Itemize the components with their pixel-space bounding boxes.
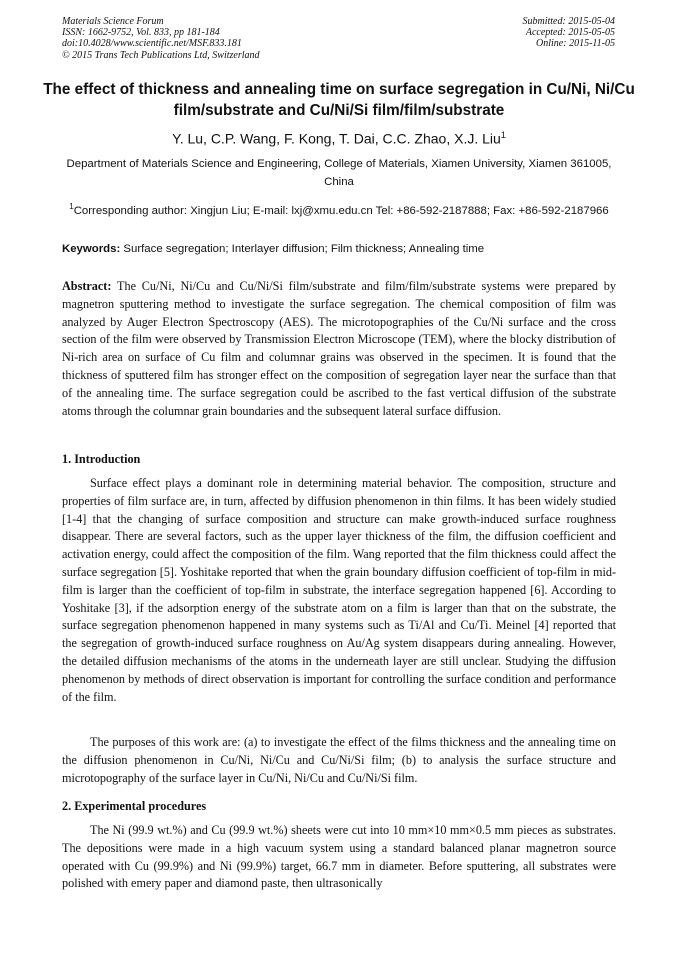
accepted-date: Accepted: 2015-05-05 <box>525 27 615 39</box>
authors-superscript: 1 <box>500 130 506 140</box>
introduction-paragraph-2: The purposes of this work are: (a) to investigate the effect of the films thickness and the annealing time on the diffusion phenomenon in Cu/Ni, Ni/Cu and Cu/Ni/Si film; (b) to analysis the surface structure and microtopography of the surface layer in Cu/Ni, Ni/Cu and Cu/Ni/Si film. <box>62 735 616 785</box>
corresponding-text: Corresponding author: Xingjun Liu; E-mail: lxj@xmu.edu.cn Tel: +86-592-2187888; Fax: +86-592-2187966 <box>73 204 609 217</box>
section-heading-experimental: 2. Experimental procedures <box>62 799 207 813</box>
experimental-paragraph-1: The Ni (99.9 wt.%) and Cu (99.9 wt.%) sheets were cut into 10 mm×10 mm×0.5 mm pieces as substrates. The depositions were made in a high vacuum system using a standard balanced planar magnetron source operated with Cu (99.9%) and Ni (99.9%) target, 66.7 mm in diameter. Before sputtering, all substrates were polished with emery paper and diamond paste, then ultrasonically <box>62 823 616 891</box>
abstract-label: Abstract: <box>62 279 112 293</box>
keywords-label: Keywords: <box>62 243 121 255</box>
abstract-text: The Cu/Ni, Ni/Cu and Cu/Ni/Si film/substrate and film/film/substrate systems were prepared by magnetron sputtering method to investigate the surface segregation. The chemical composition of film was analyzed by Auger Electron Spectroscopy (AES). The microtopographies of the Cu/Ni surface and the cross section of the film were observed by Transmission Electron Microscope (TEM), where the blocky distribution of Ni-rich area on surface of Cu film and columnar grains was observed in the specimen. It is found that the thickness of sputtered film has stronger effect on the composition of segregation layer near the surface than that of the annealing time. The surface segregation could be ascribed to the fast vertical diffusion of the substrate atoms through the columnar grain boundaries and the subsequent lateral surface diffusion. <box>62 279 616 418</box>
submitted-date: Submitted: 2015-05-04 <box>522 16 615 27</box>
corresponding-superscript: 1 <box>69 202 74 211</box>
introduction-paragraph-1: Surface effect plays a dominant role in determining material behavior. The composition, structure and properties of film surface are, in turn, affected by diffusion phenomenon in thin films. It has been widely studied [1-4] that the changing of surface composition and structure can make growth-induced surface roughness disappear. There are several factors, such as the upper layer thickness of the film, the diffusion coefficient and activation energy, could affect the composition of the film. Wang reported that the film thickness could affect the surface segregation [5]. Yoshitake reported that when the grain boundary diffusion coefficient of top-film in mid-film is larger than the coefficient of top-film in substrate, the interface segregation happened [6]. According to Yoshitake [3], if the adsorption energy of the substrate atom on a film is larger than that on the substrate, the surface segregation phenomenon happened in many systems such as Ti/Al and Cu/Ti. Meinel [4] reported that the segregation of growth-induced surface roughness on Au/Ag system disappears during annealing. However, the detailed diffusion mechanisms of the atoms in the underneath layer are still unclear. Studying the diffusion phenomenon by methods of direct observation is important for controlling the surface condition and performance of the film. <box>62 476 616 704</box>
online-date: Online: 2015-11-05 <box>536 38 615 50</box>
submission-dates <box>523 16 616 50</box>
journal-name: Materials Science Forum <box>62 16 164 27</box>
corresponding-author <box>62 199 616 219</box>
abstract <box>62 278 616 420</box>
copyright-line: © 2015 Trans Tech Publications Ltd, Switzerland <box>62 49 260 61</box>
affiliation: Department of Materials Science and Engineering, College of Materials, Xiamen University, Xiamen 361005, China <box>66 158 612 188</box>
keywords-text: Surface segregation; Interlayer diffusion; Film thickness; Annealing time <box>123 243 485 255</box>
issn-line: ISSN: 1662-9752, Vol. 833, pp 181-184 <box>62 27 220 39</box>
keywords <box>62 242 616 257</box>
author-list <box>40 126 638 148</box>
paper-title: The effect of thickness and annealing time on surface segregation in Cu/Ni, Ni/Cu film/substrate and Cu/Ni/Si film/film/substrate <box>43 81 635 119</box>
doi-line: doi:10.4028/www.scientific.net/MSF.833.181 <box>62 38 242 50</box>
authors-text: Y. Lu, C.P. Wang, F. Kong, T. Dai, C.C. Zhao, X.J. Liu <box>172 130 501 147</box>
section-heading-introduction: 1. Introduction <box>62 452 141 466</box>
journal-info <box>62 16 260 61</box>
